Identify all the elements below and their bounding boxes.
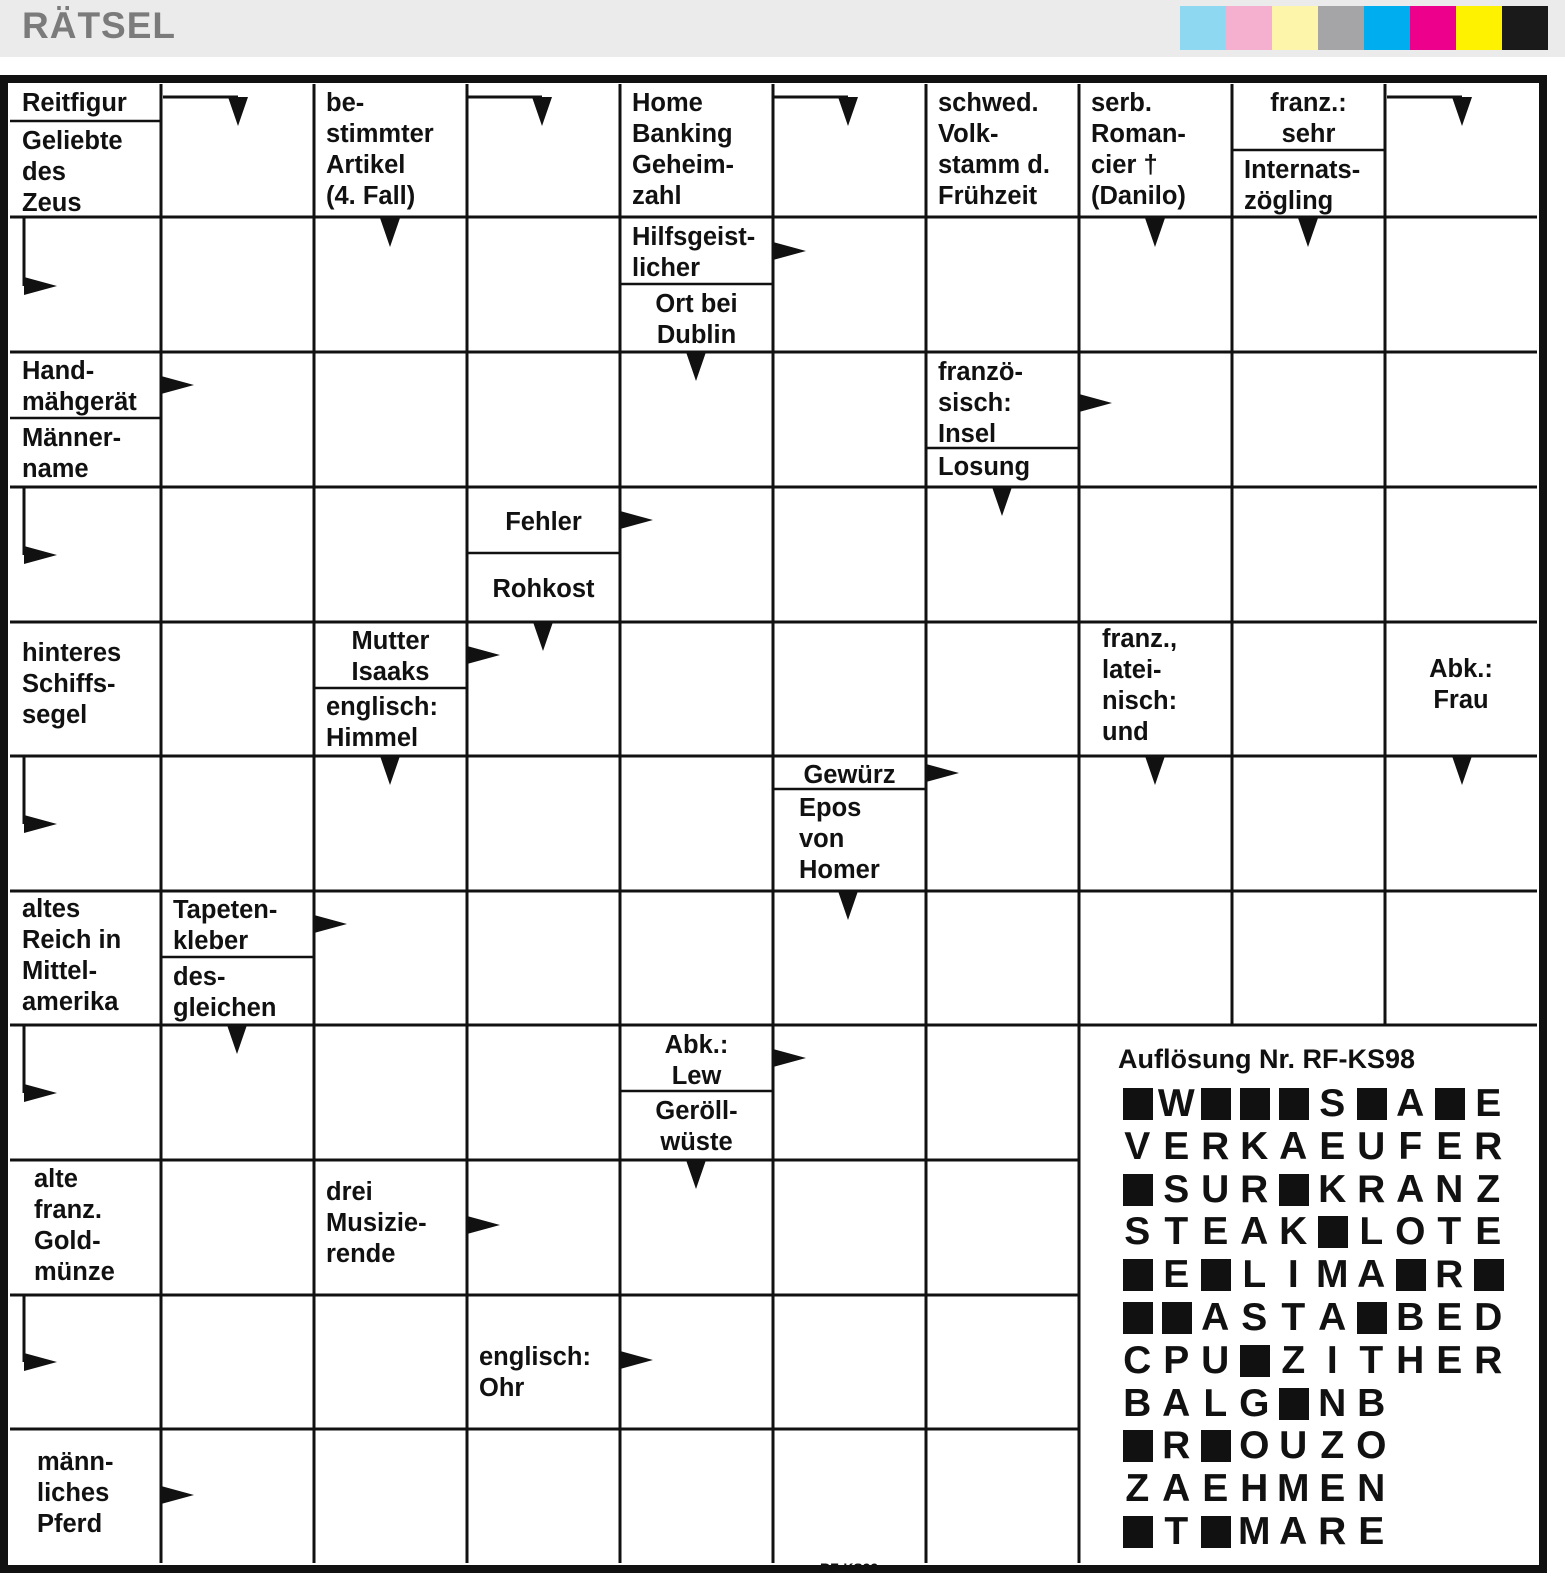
solution-cell xyxy=(1118,1082,1157,1125)
solution-row xyxy=(1118,1382,1391,1425)
black-square xyxy=(1123,1259,1153,1291)
clue-internatszoegling: Internats- zögling xyxy=(1244,156,1361,215)
solution-cell xyxy=(1196,1253,1235,1296)
clue-englisch-himmel: englisch: Himmel xyxy=(326,693,438,752)
solution-row xyxy=(1118,1424,1391,1467)
solution-cell: I xyxy=(1287,1253,1300,1297)
solution-cell: S xyxy=(1124,1210,1151,1254)
solution-cell: C xyxy=(1123,1338,1152,1382)
black-square xyxy=(1201,1516,1231,1548)
solution-cell: R xyxy=(1240,1167,1269,1211)
solution-row xyxy=(1118,1296,1508,1339)
arrow-down-icon xyxy=(228,97,248,126)
arrow-right-icon xyxy=(24,1353,57,1371)
clue-hilfsgeistlicher: Hilfsgeist- licher xyxy=(632,223,756,282)
solution-cell xyxy=(1118,1168,1157,1211)
solution-cell: K xyxy=(1279,1210,1308,1254)
black-square xyxy=(1435,1088,1465,1120)
solution-cell: K xyxy=(1240,1124,1269,1168)
arrow-down-icon xyxy=(1145,218,1165,247)
arrow-right-icon xyxy=(24,277,57,295)
arrow-right-icon xyxy=(314,915,347,933)
solution-cell: O xyxy=(1239,1424,1270,1468)
clue-abk-lew: Abk.: Lew xyxy=(664,1031,729,1090)
clue-bestimmter-artikel: be- stimmter Artikel (4. Fall) xyxy=(326,89,434,210)
solution-cell: E xyxy=(1163,1124,1190,1168)
black-square xyxy=(1201,1430,1231,1462)
solution-cell: Z xyxy=(1281,1338,1306,1382)
solution-cell: O xyxy=(1395,1210,1426,1254)
solution-cell: O xyxy=(1356,1424,1387,1468)
arrow-right-icon xyxy=(1079,394,1112,412)
arrow-down-icon xyxy=(380,756,400,785)
black-square xyxy=(1357,1302,1387,1334)
clue-abk-frau: Abk.: Frau xyxy=(1429,655,1493,714)
solution-cell xyxy=(1274,1382,1313,1425)
solution-cell: E xyxy=(1202,1210,1229,1254)
solution-cell: I xyxy=(1326,1338,1339,1382)
arrow-down-icon xyxy=(1145,756,1165,785)
solution-cell: K xyxy=(1318,1167,1347,1211)
black-square xyxy=(1201,1259,1231,1291)
solution-row xyxy=(1118,1339,1508,1382)
black-square xyxy=(1474,1259,1504,1291)
solution-cell: R xyxy=(1162,1424,1191,1468)
clue-gewuerz: Gewürz xyxy=(803,761,896,788)
arrow-down-icon xyxy=(992,487,1012,516)
arrow-right-icon xyxy=(773,242,806,260)
solution-cell: E xyxy=(1475,1082,1502,1125)
solution-cell: E xyxy=(1436,1338,1463,1382)
solution-cell: A xyxy=(1201,1296,1230,1339)
black-square xyxy=(1240,1345,1270,1377)
solution-cell xyxy=(1469,1253,1508,1296)
solution-cell: A xyxy=(1357,1253,1386,1297)
arrow-right-icon xyxy=(24,1084,57,1102)
clue-englisch-ohr: englisch: Ohr xyxy=(479,1343,591,1402)
black-square xyxy=(1396,1259,1426,1291)
arrow-right-icon xyxy=(161,1486,194,1504)
solution-cell xyxy=(1196,1424,1235,1467)
solution-cell: Z xyxy=(1125,1467,1150,1511)
arrow-down-icon xyxy=(838,97,858,126)
arrow-right-icon xyxy=(620,511,653,529)
black-square xyxy=(1279,1088,1309,1120)
solution-cell: V xyxy=(1124,1124,1151,1168)
solution-cell: A xyxy=(1318,1296,1347,1339)
solution-cell: A xyxy=(1279,1510,1308,1553)
solution-cell: N xyxy=(1357,1467,1386,1511)
arrow-right-icon xyxy=(773,1049,806,1067)
solution-cell: E xyxy=(1163,1253,1190,1297)
solution-cell xyxy=(1352,1296,1391,1339)
solution-cell: B xyxy=(1396,1296,1425,1339)
solution-cell: D xyxy=(1474,1296,1503,1339)
black-square xyxy=(1123,1430,1153,1462)
solution-cell: L xyxy=(1242,1253,1267,1297)
solution-cell: A xyxy=(1396,1167,1425,1211)
solution-cell: R xyxy=(1201,1124,1230,1168)
puzzle-code: RF-KS99 xyxy=(820,1560,879,1576)
solution-cell: B xyxy=(1357,1381,1386,1425)
solution-cell: H xyxy=(1396,1338,1425,1382)
solution-title: Auflösung Nr. RF-KS98 xyxy=(1118,1044,1416,1074)
arrow-right-icon xyxy=(467,646,500,664)
solution-cell xyxy=(1274,1082,1313,1125)
arrow-right-icon xyxy=(467,1216,500,1234)
clue-reitfigur: Reitfigur xyxy=(22,89,127,117)
solution-cell xyxy=(1118,1424,1157,1467)
solution-cell: U xyxy=(1357,1124,1386,1168)
black-square xyxy=(1357,1088,1387,1120)
clue-maennername: Männer- name xyxy=(22,424,122,483)
clue-geroellwueste: Geröll- wüste xyxy=(655,1097,738,1156)
solution-cell: H xyxy=(1240,1467,1269,1511)
solution-cell xyxy=(1313,1210,1352,1253)
solution-cell: T xyxy=(1437,1210,1462,1254)
arrow-down-icon xyxy=(1452,97,1472,126)
arrow-right-icon xyxy=(161,376,194,394)
solution-cell xyxy=(1430,1082,1469,1125)
solution-cell: T xyxy=(1164,1210,1189,1254)
solution-cell: E xyxy=(1202,1467,1229,1511)
solution-cell: M xyxy=(1316,1253,1349,1297)
solution-cell: S xyxy=(1163,1167,1190,1211)
solution-cell: E xyxy=(1319,1467,1346,1511)
solution-cell: T xyxy=(1164,1510,1189,1553)
solution-cell: R xyxy=(1474,1338,1503,1382)
solution-cell: A xyxy=(1162,1467,1191,1511)
arrow-right-icon xyxy=(620,1351,653,1369)
arrow-right-icon xyxy=(24,815,57,833)
solution-cell xyxy=(1196,1082,1235,1125)
solution-cell: M xyxy=(1277,1467,1310,1511)
clue-franzoesisch-insel: franzö- sisch: Insel xyxy=(938,358,1023,447)
clue-epos-von-homer: Epos von Homer xyxy=(799,794,880,884)
solution-row xyxy=(1118,1253,1508,1296)
clue-alte-franz-goldmuenze: alte franz. Gold- münze xyxy=(34,1165,115,1286)
solution-cell xyxy=(1391,1253,1430,1296)
solution-cell: T xyxy=(1359,1338,1384,1382)
solution-cell: P xyxy=(1163,1338,1190,1382)
solution-cell: E xyxy=(1358,1510,1385,1553)
solution-cell: A xyxy=(1279,1124,1308,1168)
clue-hinteres-schiffssegel: hinteres Schiffs- segel xyxy=(22,639,122,729)
solution-cell: E xyxy=(1319,1124,1346,1168)
solution-cell xyxy=(1235,1339,1274,1382)
clue-tapetenkleber: Tapeten- kleber xyxy=(173,896,278,955)
arrow-down-icon xyxy=(838,891,858,920)
black-square xyxy=(1201,1088,1231,1120)
clue-fehler: Fehler xyxy=(505,508,582,536)
clue-schwed-volksstamm: schwed. Volk- stamm d. Frühzeit xyxy=(938,89,1050,210)
black-square xyxy=(1240,1088,1270,1120)
solution-cell: R xyxy=(1318,1510,1347,1553)
solution-cell: N xyxy=(1435,1167,1464,1211)
solution-cell: F xyxy=(1398,1124,1423,1168)
solution-cell xyxy=(1352,1082,1391,1125)
black-square xyxy=(1318,1216,1348,1248)
clue-losung: Losung xyxy=(938,453,1031,481)
solution-cell: Z xyxy=(1476,1167,1501,1211)
solution-cell: U xyxy=(1201,1338,1230,1382)
solution-cell: S xyxy=(1319,1082,1346,1125)
clue-drei-musizierende: drei Musizie- rende xyxy=(326,1178,427,1268)
clue-desgleichen: des- gleichen xyxy=(173,963,277,1022)
solution-cell: E xyxy=(1436,1296,1463,1339)
arrow-down-icon xyxy=(533,622,553,651)
solution-cell xyxy=(1118,1253,1157,1296)
arrow-down-icon xyxy=(532,97,552,126)
clue-mutter-isaaks: Mutter Isaaks xyxy=(351,627,430,686)
clue-franz-sehr: franz.: sehr xyxy=(1270,89,1347,148)
solution-cell xyxy=(1118,1296,1157,1339)
solution-cell: G xyxy=(1239,1381,1270,1425)
arrow-down-icon xyxy=(1452,756,1472,785)
clue-altes-reich: altes Reich in Mittel- amerika xyxy=(22,895,122,1016)
solution-cell: S xyxy=(1241,1296,1268,1339)
clue-franz-lat-und: franz., latei- nisch: und xyxy=(1102,625,1178,746)
clue-handmaehgeraet: Hand- mähgerät xyxy=(22,357,137,416)
solution-cell: W xyxy=(1157,1082,1196,1125)
black-square xyxy=(1123,1516,1153,1548)
clue-home-banking: Home Banking Geheim- zahl xyxy=(632,89,735,210)
solution-cell: A xyxy=(1240,1210,1269,1254)
solution-cell: B xyxy=(1123,1381,1152,1425)
solution-cell: A xyxy=(1396,1082,1425,1125)
solution-cell: A xyxy=(1162,1381,1191,1425)
solution-row xyxy=(1118,1168,1508,1211)
solution-cell: E xyxy=(1436,1124,1463,1168)
clue-maennliches-pferd: männ- liches Pferd xyxy=(37,1448,114,1538)
solution-cell: R xyxy=(1357,1167,1386,1211)
arrow-down-icon xyxy=(686,1160,706,1189)
solution-cell xyxy=(1118,1510,1157,1553)
solution-cell: U xyxy=(1279,1424,1308,1468)
solution-cell: R xyxy=(1474,1124,1503,1168)
solution-cell: L xyxy=(1359,1210,1384,1254)
solution-cell xyxy=(1157,1296,1196,1339)
solution-row xyxy=(1118,1125,1508,1168)
solution-cell: M xyxy=(1238,1510,1271,1553)
black-square xyxy=(1279,1174,1309,1206)
solution-cell xyxy=(1274,1168,1313,1211)
solution-row xyxy=(1118,1082,1508,1125)
solution-cell: R xyxy=(1435,1253,1464,1297)
arrow-down-icon xyxy=(380,218,400,247)
solution-cell xyxy=(1235,1082,1274,1125)
black-square xyxy=(1279,1388,1309,1420)
arrow-down-icon xyxy=(1298,218,1318,247)
solution-cell: L xyxy=(1203,1381,1228,1425)
solution-cell: U xyxy=(1201,1167,1230,1211)
solution-row xyxy=(1118,1467,1391,1510)
arrow-right-icon xyxy=(24,546,57,564)
black-square xyxy=(1123,1302,1153,1334)
solution-cell: E xyxy=(1475,1210,1502,1254)
solution-cell: N xyxy=(1318,1381,1347,1425)
black-square xyxy=(1123,1088,1153,1120)
page-title: RÄTSEL xyxy=(22,5,176,46)
black-square xyxy=(1162,1302,1192,1334)
solution-row xyxy=(1118,1210,1508,1253)
arrow-down-icon xyxy=(227,1025,247,1054)
solution-row xyxy=(1118,1510,1391,1553)
solution-cell: T xyxy=(1281,1296,1306,1339)
clue-rohkost: Rohkost xyxy=(492,575,595,603)
arrow-right-icon xyxy=(926,764,959,782)
solution-cell xyxy=(1196,1510,1235,1553)
clue-geliebte-des-zeus: Geliebte des Zeus xyxy=(22,127,123,216)
clue-serb-romancier: serb. Roman- cier † (Danilo) xyxy=(1091,89,1186,210)
black-square xyxy=(1123,1174,1153,1206)
clue-ort-bei-dublin: Ort bei Dublin xyxy=(655,290,738,349)
solution-cell: Z xyxy=(1320,1424,1345,1468)
arrow-down-icon xyxy=(686,352,706,381)
